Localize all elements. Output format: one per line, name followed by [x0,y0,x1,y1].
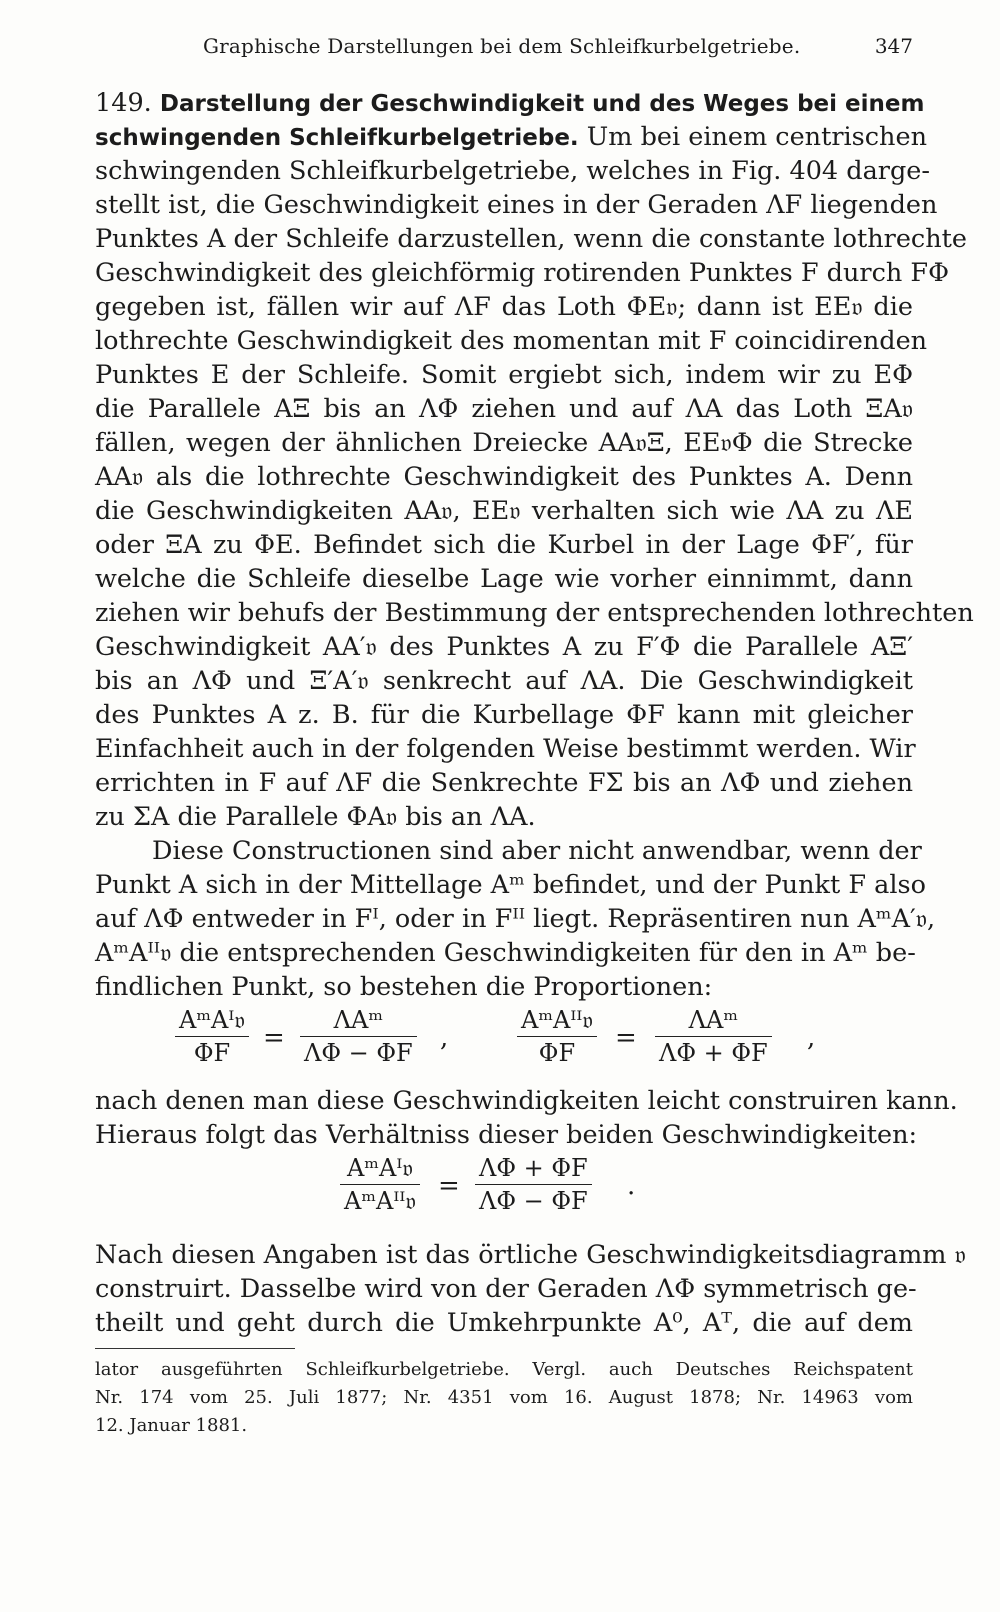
text-line: Geschwindigkeit des gleichförmig rotirenden Punktes F durch FΦ [95,258,950,288]
text-line: findlichen Punkt, so bestehen die Proportionen: [95,972,713,1002]
footnote [95,1356,913,1440]
footnote-line: 12. Januar 1881. [95,1415,248,1436]
text-line: Geschwindigkeit AA′𝔳 des Punktes A zu F′Φ die Parallele AΞ′ [95,632,913,662]
denominator: ΛΦ − ΦF [479,1187,588,1215]
fraction [475,1152,592,1217]
text-line: Nach diesen Angaben ist das örtliche Geschwindigkeitsdiagramm 𝔳 [95,1240,966,1270]
text-line: Punkt A sich in der Mittellage Aᵐ befindet, und der Punkt F also [95,870,926,900]
text-line [95,120,927,154]
text-line: fällen, wegen der ähnlichen Dreiecke AA𝔳Ξ, EE𝔳Φ die Strecke [95,428,913,458]
comma: , [807,1023,816,1053]
section-heading-cont: schwingenden Schleifkurbelgetriebe. [95,125,579,151]
text-line [95,86,925,120]
text-line: des Punktes A z. B. für die Kurbellage ΦF kann mit gleicher [95,700,913,730]
equals-sign: = [615,1023,637,1053]
fraction [175,1004,249,1069]
proportion-formula [95,1004,913,1084]
page-header [95,34,913,64]
period: . [627,1171,636,1201]
ratio-formula [95,1152,913,1238]
text-line: Diese Constructionen sind aber nicht anwendbar, wenn der [152,836,922,866]
equals-sign: = [438,1171,460,1201]
text-line: welche die Schleife dieselbe Lage wie vorher einnimmt, dann [95,564,913,594]
text-line: Punktes A der Schleife darzustellen, wenn die constante lothrechte [95,224,967,254]
footnote-line: lator ausgeführten Schleifkurbelgetriebe. Vergl. auch Deutsches Reichspatent [95,1359,913,1380]
text-line: gegeben ist, fällen wir auf ΛF das Loth ΦE𝔳; dann ist EE𝔳 die [95,292,913,322]
section-heading: Darstellung der Geschwindigkeit und des Weges bei einem [159,91,925,117]
text-line: AA𝔳 als die lothrechte Geschwindigkeit des Punktes A. Denn [95,462,913,492]
denominator: ΦF [193,1039,231,1067]
numerator: ΛΦ + ΦF [475,1152,592,1185]
fraction [655,1004,772,1069]
equals-sign: = [263,1023,285,1053]
numerator: ΛAᵐ [655,1004,772,1037]
fraction [517,1004,597,1069]
text-line: nach denen man diese Geschwindigkeiten leicht construiren kann. [95,1086,958,1116]
text-line: theilt und geht durch die Umkehrpunkte A⁰, Aᵀ, die auf dem [95,1308,913,1338]
text-line: Einfachheit auch in der folgenden Weise bestimmt werden. Wir [95,734,916,764]
text-line: ziehen wir behufs der Bestimmung der entsprechenden lothrechten [95,598,974,628]
text-line: oder ΞA zu ΦE. Befindet sich die Kurbel in der Lage ΦF′, für [95,530,913,560]
text-line: auf ΛΦ entweder in Fᴵ, oder in Fᴵᴵ liegt. Repräsentiren nun AᵐA′𝔳, [95,904,936,934]
comma: , [440,1023,449,1053]
page-body [95,86,974,1340]
fraction [340,1152,420,1217]
text-line: errichten in F auf ΛF die Senkrechte FΣ bis an ΛΦ und ziehen [95,768,913,798]
numerator: AᵐAᴵ𝔳 [175,1004,249,1037]
numerator: AᵐAᴵᴵ𝔳 [517,1004,597,1037]
fraction [300,1004,417,1069]
denominator: ΦF [538,1039,576,1067]
text-line: zu ΣA die Parallele ΦA𝔳 bis an ΛA. [95,802,536,832]
text-line: die Geschwindigkeiten AA𝔳, EE𝔳 verhalten sich wie ΛA zu ΛE [95,496,913,526]
text-line: schwingenden Schleifkurbelgetriebe, welches in Fig. 404 darge- [95,156,931,186]
footnote-line: Nr. 174 vom 25. Juli 1877; Nr. 4351 vom 16. August 1878; Nr. 14963 vom [95,1387,913,1408]
text-line: Hieraus folgt das Verhältniss dieser beiden Geschwindigkeiten: [95,1120,918,1150]
page-number: 347 [874,34,913,58]
denominator: ΛΦ + ΦF [659,1039,768,1067]
text-line: stellt ist, die Geschwindigkeit eines in der Geraden ΛF liegenden [95,190,938,220]
text-line: die Parallele AΞ bis an ΛΦ ziehen und auf ΛA das Loth ΞA𝔳 [95,394,913,424]
denominator: AᵐAᴵᴵ𝔳 [344,1187,416,1215]
running-title: Graphische Darstellungen bei dem Schleifkurbelgetriebe. [203,34,801,58]
paragraph-text: Um bei einem centrischen [586,122,927,152]
text-line: lothrechte Geschwindigkeit des momentan mit F coincidirenden [95,326,928,356]
text-line: construirt. Dasselbe wird von der Geraden ΛΦ symmetrisch ge- [95,1274,917,1304]
text-line: AᵐAᴵᴵ𝔳 die entsprechenden Geschwindigkeiten für den in Aᵐ be- [95,938,916,968]
text-line: bis an ΛΦ und Ξ′A′𝔳 senkrecht auf ΛA. Die Geschwindigkeit [95,666,913,696]
section-number: 149. [95,88,152,118]
numerator: AᵐAᴵ𝔳 [340,1152,420,1185]
footnote-rule [95,1348,295,1349]
numerator: ΛAᵐ [300,1004,417,1037]
text-line: Punktes E der Schleife. Somit ergiebt sich, indem wir zu EΦ [95,360,913,390]
denominator: ΛΦ − ΦF [304,1039,413,1067]
